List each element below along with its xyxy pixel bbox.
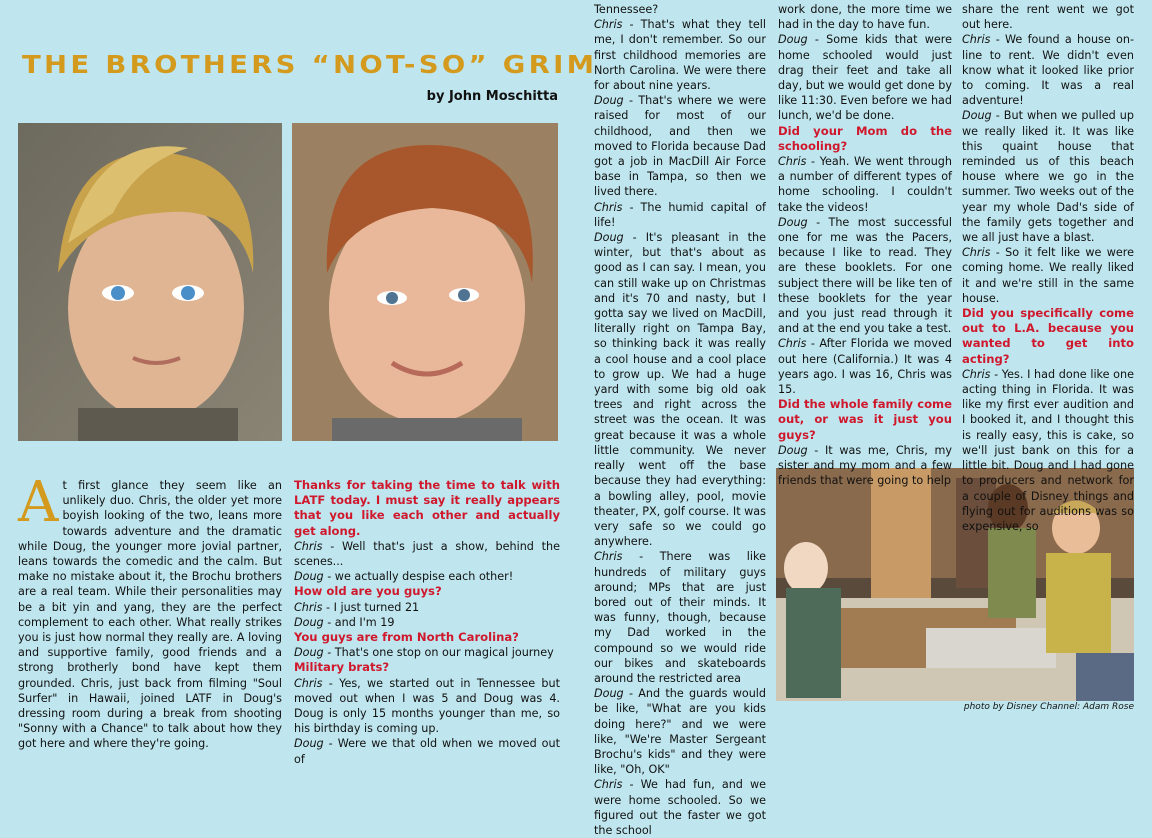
interview-answer xyxy=(294,539,560,569)
answer-text: - That's one stop on our magical journey xyxy=(323,646,554,660)
speaker-name: Doug xyxy=(294,615,324,629)
interview-column-3 xyxy=(778,2,952,489)
interview-answer xyxy=(778,443,952,489)
drop-cap: A xyxy=(18,470,59,535)
answer-text: work done, the more time we had in the day to have fun. xyxy=(778,3,952,32)
answer-text: - I just turned 21 xyxy=(322,600,420,614)
answer-text: - Some kids that were home schooled would just drag their feet and take all day, but we would get done by like 11:30. Even before we had lunch, we'd be done. xyxy=(778,33,952,123)
speaker-name: Doug xyxy=(594,687,624,701)
answer-text: - After Florida we moved out here (California.) It was 4 years ago. I was 16, Chris was 15. xyxy=(778,337,952,397)
interview-answer xyxy=(594,2,766,17)
answer-text: - So it felt like we were coming home. We really liked it and we're still in the same house. xyxy=(962,246,1134,305)
interview-question: Did the whole family come out, or was it just you guys? xyxy=(778,397,952,442)
answer-text: - It was me, Chris, my sister and my mom and a few friends that were going to help xyxy=(778,443,952,488)
answer-text: - It's pleasant in the winter, but that's about as good as I can say. I mean, you can still wake up on Christmas and it's 70 and nasty, but I gotta say we lived on MacDill, literally right on Tampa Bay, so thinking back it was really a cool house and a cool place to grow up. We had a huge yard with some big old oak trees and right across the street was the ocean. It was great because it was a whole little community. We never really went off the base because they had everything: a bowling alley, pool, movie theater, PX, golf course. It was very safe so we could go anywhere. xyxy=(594,231,766,549)
interview-column-1 xyxy=(294,478,560,767)
speaker-name: Chris xyxy=(594,200,623,214)
answer-text: - Yeah. We went through a number of different types of home schooling. I couldn't take the videos! xyxy=(778,155,952,214)
interview-answer xyxy=(294,600,560,615)
photo-doug xyxy=(292,123,558,441)
speaker-name: Doug xyxy=(778,443,808,457)
answer-text: - The most successful one for me was the Pacers, because I like to read. They are these booklets. For one subject there will be like ten of these booklets for the year and you just read through it and at the end you take a test. xyxy=(778,215,952,336)
answer-text: - we actually despise each other! xyxy=(323,570,514,584)
speaker-name: Chris xyxy=(962,367,991,381)
speaker-name: Doug xyxy=(294,646,324,660)
interview-answer xyxy=(594,230,766,549)
interview-answer xyxy=(294,676,560,737)
speaker-name: Chris xyxy=(778,337,807,351)
interview-answer xyxy=(778,215,952,337)
interview-answer xyxy=(594,93,766,199)
answer-text: - That's what they tell me, I don't remember. So our first childhood memories are North Carolina. We were there for about nine years. xyxy=(594,18,766,93)
answer-text: - and I'm 19 xyxy=(323,615,395,629)
interview-question: You guys are from North Carolina? xyxy=(294,630,519,645)
interview-answer xyxy=(778,2,952,32)
interview-question: How old are you guys? xyxy=(294,584,442,599)
interview-answer xyxy=(962,2,1134,32)
answer-text: - Well that's just a show, behind the scenes... xyxy=(294,539,560,569)
interview-question: Thanks for taking the time to talk with LATF today. I must say it really appears that you like each other and actually get along. xyxy=(294,478,560,538)
interview-answer xyxy=(294,645,560,660)
speaker-name: Chris xyxy=(962,246,991,260)
interview-question: Did your Mom do the schooling? xyxy=(778,123,952,153)
interview-answer xyxy=(594,549,766,686)
interview-question: Did you specifically come out to L.A. because you wanted to get into acting? xyxy=(962,306,1134,366)
speaker-name: Chris xyxy=(594,778,623,792)
speaker-name: Doug xyxy=(962,109,992,123)
speaker-name: Doug xyxy=(778,33,808,47)
interview-answer xyxy=(294,736,560,766)
interview-answer xyxy=(594,686,766,777)
article-title: THE BROTHERS “NOT-SO” GRIM xyxy=(22,50,598,79)
interview-question: Military brats? xyxy=(294,660,390,675)
interview-answer xyxy=(778,154,952,215)
answer-text: - Yes. I had done like one acting thing in Florida. It was like my first ever audition and I booked it, and I thought this is really easy, this is cake, so we'll just bank on this for a little bit. Doug and I had gone to producers and network for a couple of Disney things and flying out for auditions was so expensive, so xyxy=(962,367,1134,533)
interview-answer xyxy=(778,336,952,397)
speaker-name: Chris xyxy=(962,33,991,47)
answer-text: - And the guards would be like, "What are you kids doing here?" and we were like, "We're Master Sergeant Brochu's kids" and they were like, "Oh, OK" xyxy=(594,687,766,777)
intro-text: t first glance they seem like an unlikely duo. Chris, the older yet more boyish looking of the two, leans more towards adventure and the dramatic while Doug, the younger more jovial partner, leans towards the comedic and the calm. But make no mistake about it, the Brochu brothers are a real team. While their personalities may be a bit yin and yang, they are the perfect complement to each other. What really strikes you is just how normal they really are. A loving and supportive family, good friends and a strong brotherly bond have kept them grounded. Chris, just back from filming "Soul Surfer" in Hawaii, joined LATF in Doug's dressing room during a break from shooting "Sonny with a Chance" to talk about how they got here and where they're going. xyxy=(18,479,282,751)
speaker-name: Doug xyxy=(294,737,324,751)
speaker-name: Chris xyxy=(294,676,323,690)
interview-answer xyxy=(594,200,766,230)
interview-answer xyxy=(594,17,766,93)
answer-text: - Were we that old when we moved out of xyxy=(294,737,560,766)
interview-answer xyxy=(294,569,560,584)
intro-column xyxy=(18,470,282,752)
speaker-name: Chris xyxy=(594,18,623,32)
speaker-name: Chris xyxy=(294,600,323,614)
speaker-name: Doug xyxy=(594,94,624,108)
answer-text: share the rent went we got out here. xyxy=(962,3,1134,32)
interview-answer xyxy=(294,615,560,630)
speaker-name: Doug xyxy=(594,231,624,245)
photo-credit: photo by Disney Channel: Adam Rose xyxy=(963,702,1134,712)
answer-text: - Yes, we started out in Tennessee but moved out when I was 5 and Doug was 4. Doug is only 15 months younger than me, so his birthday is coming up. xyxy=(294,676,560,736)
interview-answer xyxy=(962,367,1134,534)
interview-answer xyxy=(962,245,1134,306)
speaker-name: Doug xyxy=(294,570,324,584)
byline: by John Moschitta xyxy=(426,89,558,104)
answer-text: - We found a house on-line to rent. We didn't even know what it looked like prior to coming. It was a real adventure! xyxy=(962,33,1134,108)
interview-answer xyxy=(778,32,952,123)
interview-column-2 xyxy=(594,2,766,838)
answer-text: - That's where we were raised for most of our childhood, and then we moved to Florida because Dad got a job in MacDill Air Force base in Tampa, so then we lived there. xyxy=(594,94,766,199)
answer-text: - The humid capital of life! xyxy=(594,200,766,229)
interview-answer xyxy=(962,32,1134,108)
answer-text: - We had fun, and we were home schooled. So we figured out the faster we got the school xyxy=(594,778,766,837)
interview-column-4 xyxy=(962,2,1134,534)
speaker-name: Chris xyxy=(778,155,807,169)
photo-chris xyxy=(18,123,282,441)
answer-text: - There was like hundreds of military guys around; MPs that are just bored out of their minds. It was funny, though, because my Dad worked in the compound so we would ride our bikes and skateboards around the restricted area xyxy=(594,550,766,685)
speaker-name: Doug xyxy=(778,215,808,229)
answer-text: - But when we pulled up we really liked it. It was like this quaint house that reminded us of this beach house where we go in the summer. Two weeks out of the year my whole Dad's side of the family gets together and we all just have a blast. xyxy=(962,109,1134,245)
interview-answer xyxy=(594,777,766,838)
speaker-name: Chris xyxy=(294,539,323,553)
interview-answer xyxy=(962,108,1134,245)
speaker-name: Chris xyxy=(594,550,623,564)
answer-text: Tennessee? xyxy=(594,3,659,16)
